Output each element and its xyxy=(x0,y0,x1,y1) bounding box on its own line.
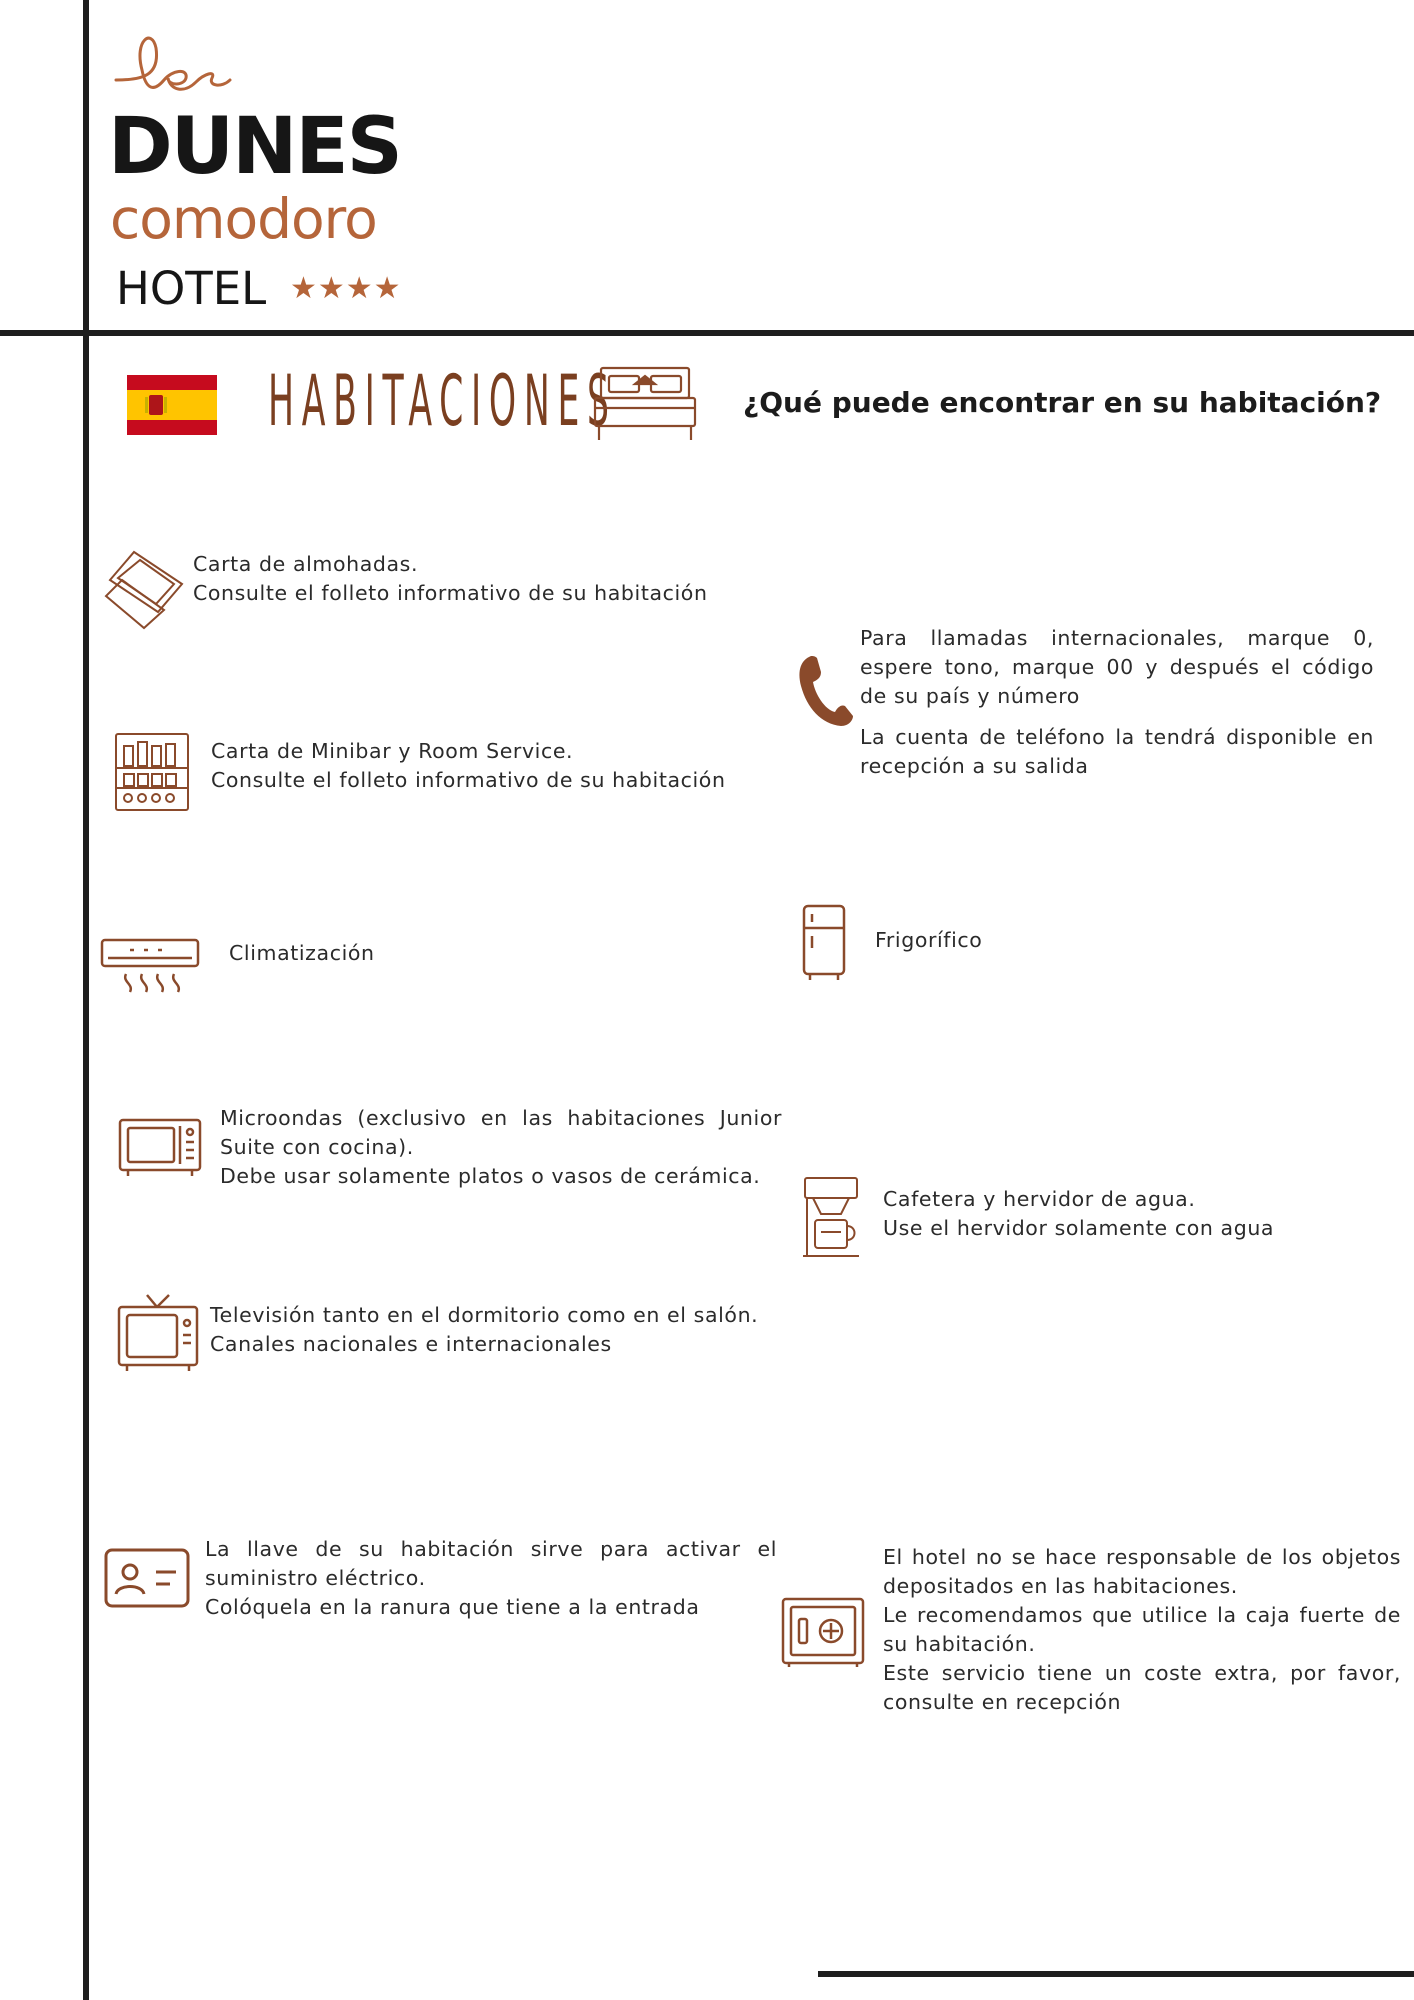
fridge-line-1: Frigorífico xyxy=(875,928,983,952)
tv-text xyxy=(210,1301,790,1359)
pillow-text xyxy=(193,550,753,608)
pillow-line-1: Carta de almohadas. xyxy=(193,552,419,576)
pillow-icon xyxy=(104,550,184,630)
minibar-line-2: Consulte el folleto informativo de su habitación xyxy=(211,768,726,792)
safe-text xyxy=(883,1543,1401,1717)
minibar-text xyxy=(211,737,771,795)
phone-line-1: Para llamadas internacionales, marque 0, espere tono, marque 00 y después el código de su país y número xyxy=(860,626,1374,708)
phone-text xyxy=(860,624,1374,781)
logo-dunes: DUNES xyxy=(108,102,401,192)
safe-line-1: El hotel no se hace responsable de los objetos depositados en las habitaciones. xyxy=(883,1545,1401,1598)
microwave-text xyxy=(220,1104,782,1191)
coffee-line-2: Use el hervidor solamente con agua xyxy=(883,1216,1275,1240)
minibar-icon xyxy=(114,732,190,812)
minibar-line-1: Carta de Minibar y Room Service. xyxy=(211,739,574,763)
safe-line-2: Le recomendamos que utilice la caja fuerte de su habitación. xyxy=(883,1603,1401,1656)
left-divider xyxy=(83,0,89,2000)
coffee-text xyxy=(883,1185,1383,1243)
rating-stars: ★★★★ xyxy=(290,271,402,306)
spain-flag-icon xyxy=(127,375,217,435)
tv-icon xyxy=(117,1293,199,1373)
tv-line-2: Canales nacionales e internacionales xyxy=(210,1332,612,1356)
microwave-icon xyxy=(118,1118,202,1178)
coffee-line-1: Cafetera y hervidor de agua. xyxy=(883,1187,1196,1211)
fridge-text xyxy=(875,926,982,955)
microwave-line-1: Microondas (exclusivo en las habitaciones Junior Suite con cocina). xyxy=(220,1106,782,1159)
logo-hotel: HOTEL xyxy=(116,262,267,315)
key-text xyxy=(205,1535,777,1622)
bed-icon xyxy=(593,366,697,442)
microwave-line-2: Debe usar solamente platos o vasos de cerámica. xyxy=(220,1164,761,1188)
tv-line-1: Televisión tanto en el dormitorio como en el salón. xyxy=(210,1303,759,1327)
key-line-1: La llave de su habitación sirve para activar el suministro eléctrico. xyxy=(205,1537,777,1590)
pillow-line-2: Consulte el folleto informativo de su habitación xyxy=(193,581,708,605)
fridge-icon xyxy=(802,904,848,982)
phone-icon xyxy=(797,654,855,728)
logo-les-script xyxy=(112,30,242,105)
ac-text xyxy=(229,939,375,968)
header-divider xyxy=(0,330,1414,336)
footer-divider xyxy=(818,1971,1414,1977)
section-title: HABITACIONES xyxy=(268,360,617,442)
phone-line-2: La cuenta de teléfono la tendrá disponible en recepción a su salida xyxy=(860,725,1374,778)
page-question: ¿Qué puede encontrar en su habitación? xyxy=(743,386,1382,419)
coffee-maker-icon xyxy=(801,1176,861,1260)
key-card-icon xyxy=(104,1548,190,1610)
logo-comodoro: comodoro xyxy=(110,187,377,251)
air-conditioner-icon xyxy=(100,938,202,998)
safe-line-3: Este servicio tiene un coste extra, por favor, consulte en recepción xyxy=(883,1661,1401,1714)
ac-line-1: Climatización xyxy=(229,941,375,965)
safe-icon xyxy=(781,1597,865,1669)
key-line-2: Colóquela en la ranura que tiene a la entrada xyxy=(205,1595,700,1619)
